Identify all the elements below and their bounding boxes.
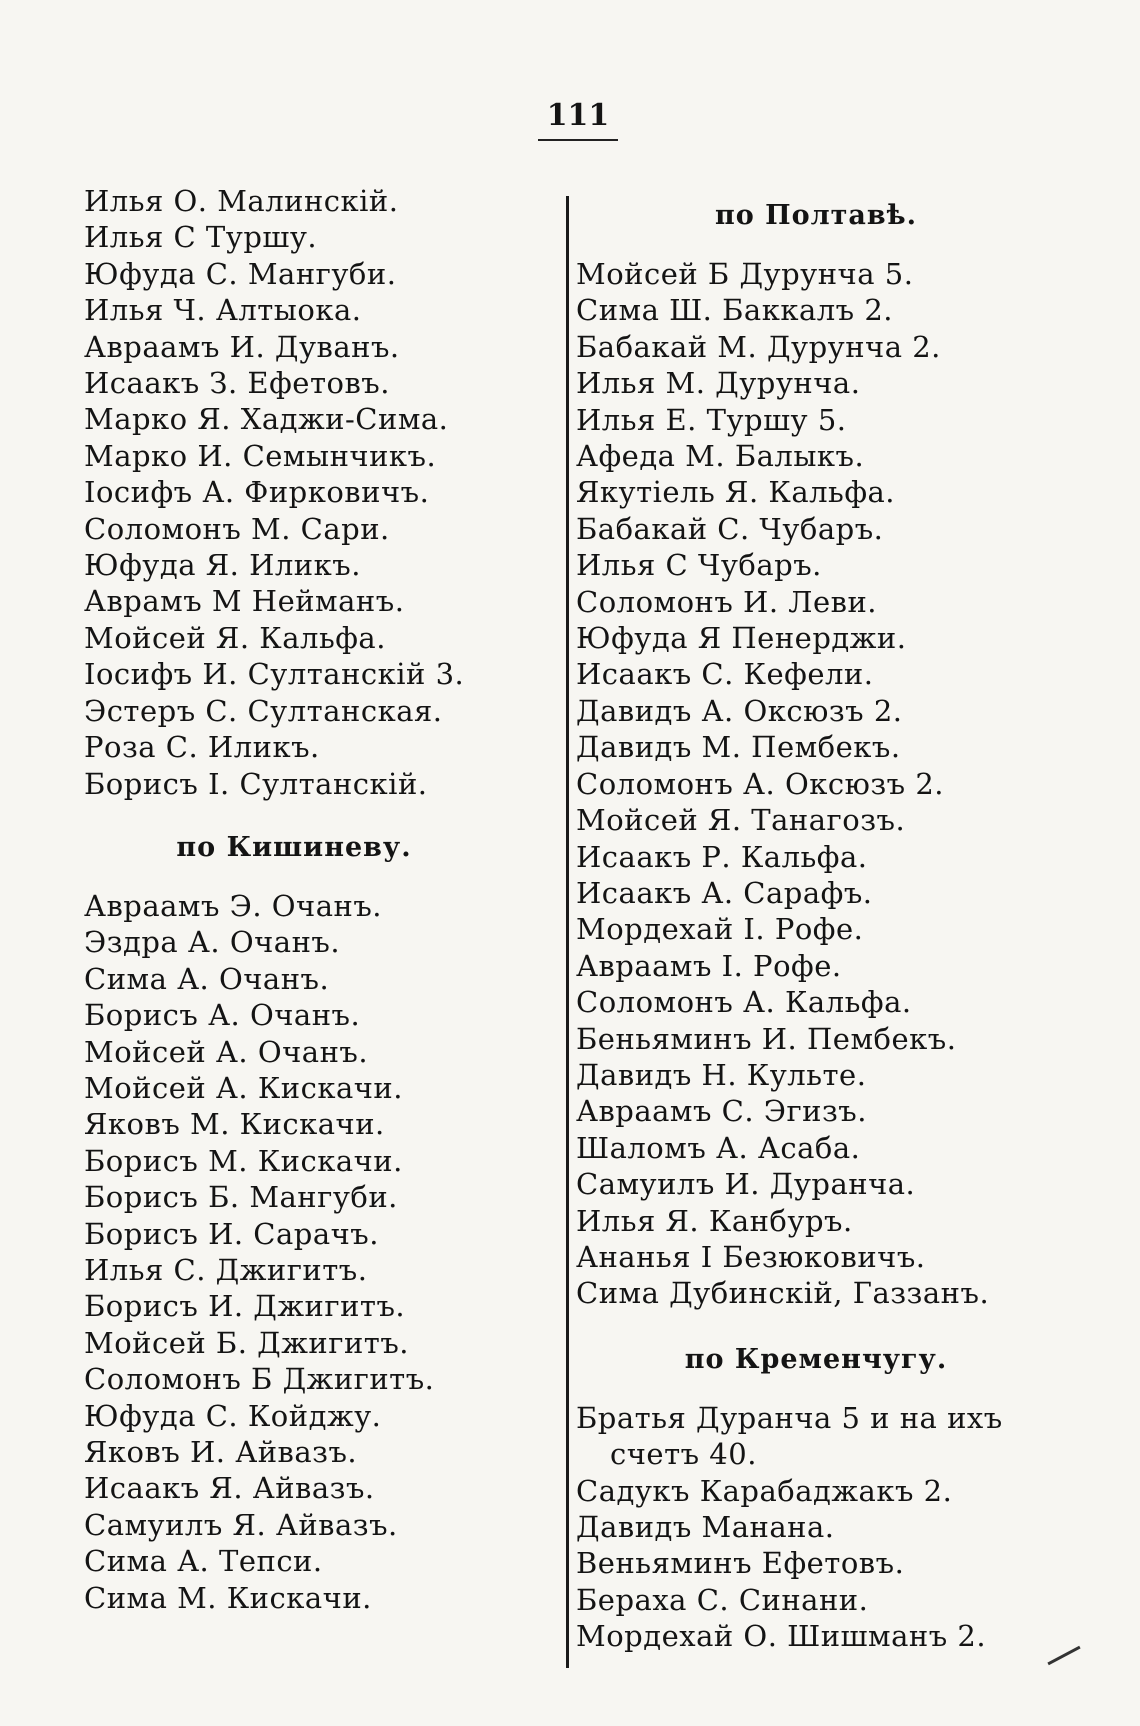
list-item: Афеда М. Балыкъ. [576, 439, 865, 474]
list-item: Бераха С. Синани. [576, 1582, 869, 1617]
list-item: Сима А. Тепси. [84, 1544, 323, 1579]
list-item: Соломонъ М. Сари. [84, 511, 390, 546]
list-item: Бабакай М. Дурунча 2. [576, 329, 941, 364]
list-item: Авраамъ І. Рофе. [576, 948, 842, 983]
list-item: Мордехай О. Шишманъ 2. [576, 1619, 987, 1654]
list-item: Илья Я. Канбуръ. [576, 1203, 853, 1238]
list-item: Бабакай С. Чубаръ. [576, 511, 884, 546]
list-item: Якутіель Я. Кальфа. [576, 475, 896, 510]
list-item: Мордехай І. Рофе. [576, 912, 864, 947]
list-item: Аврамъ М Нейманъ. [84, 584, 405, 619]
list-item: Самуилъ И. Дуранча. [576, 1167, 916, 1202]
section-heading-kremenchug: по Кременчугу. [684, 1343, 948, 1375]
list-item: Авраамъ Э. Очанъ. [84, 888, 383, 923]
list-item: Давидъ М. Пембекъ. [576, 730, 901, 765]
list-item: Илья С Туршу. [84, 220, 318, 255]
list-item: Юфуда Я Пенерджи. [576, 621, 907, 656]
list-item: Іосифъ И. Султанскій 3. [84, 657, 465, 692]
list-item: Илья М. Дурунча. [576, 366, 861, 401]
list-item: Илья С Чубаръ. [576, 548, 822, 583]
page-number: 111 [538, 98, 618, 141]
list-item: Давидъ Манана. [576, 1510, 835, 1544]
list-item: Яковъ И. Айвазъ. [84, 1435, 358, 1469]
list-item: Мойсей Я. Кальфа. [84, 620, 386, 655]
list-item: Исаакъ А. Сарафъ. [576, 875, 873, 910]
list-item: Іосифъ А. Фирковичъ. [84, 475, 430, 510]
list-item: Юфуда С. Койджу. [84, 1398, 382, 1433]
list-item: Яковъ М. Кискачи. [84, 1107, 385, 1142]
list-item: Марко Я. Хаджи-Сима. [84, 402, 449, 437]
list-item: Мойсей Я. Танагозъ. [576, 803, 906, 838]
list-item: Веньяминъ Ефетовъ. [576, 1546, 905, 1581]
list-item: Авраамъ И. Дуванъ. [84, 329, 400, 364]
list-item: Ананья І Безюковичъ. [576, 1239, 926, 1274]
left-column [84, 183, 504, 1616]
list-item: Давидъ Н. Культе. [576, 1057, 867, 1092]
list-item: Шаломъ А. Асаба. [576, 1130, 861, 1165]
section-heading-kishinev: по Кишиневу. [176, 831, 412, 863]
list-item: Соломонъ Б Джигитъ. [84, 1362, 435, 1397]
list-item: Борисъ І. Султанскій. [84, 766, 428, 801]
list-item: Авраамъ С. Эгизъ. [576, 1094, 867, 1129]
list-item: Давидъ А. Оксюзъ 2. [576, 693, 903, 728]
list-item: Илья С. Джигитъ. [84, 1252, 368, 1287]
section-heading-poltava: по Полтавѣ. [714, 200, 918, 231]
list-item: Сима М. Кискачи. [84, 1580, 372, 1615]
list-item: Илья Ч. Алтыока. [84, 293, 362, 328]
list-item: Илья О. Малинскій. [84, 184, 399, 218]
list-item-continuation: счетъ 40. [610, 1437, 757, 1472]
list-item: Мойсей А. Кискачи. [84, 1070, 403, 1105]
list-item: Илья Е. Туршу 5. [576, 402, 847, 437]
list-item: Самуилъ Я. Айвазъ. [84, 1507, 398, 1542]
list-item: Борисъ Б. Мангуби. [84, 1180, 398, 1215]
list-item: Сима А. Очанъ. [84, 961, 330, 996]
list-item: Садукъ Карабаджакъ 2. [576, 1473, 953, 1508]
list-item: Исаакъ Р. Кальфа. [576, 839, 868, 874]
list-item: Соломонъ А. Оксюзъ 2. [576, 766, 944, 801]
list-item: Мойсей А. Очанъ. [84, 1034, 369, 1069]
list-item: Марко И. Семынчикъ. [84, 438, 437, 473]
list-item: Эздра А. Очанъ. [84, 925, 341, 960]
list-item: Сима Ш. Баккалъ 2. [576, 293, 894, 328]
list-item: Исаакъ З. Ефетовъ. [84, 366, 390, 401]
list-item: Мойсей Б. Джигитъ. [84, 1325, 409, 1360]
list-item: Борисъ И. Сарачъ. [84, 1216, 379, 1251]
list-item: Юфуда С. Мангуби. [84, 256, 397, 291]
list-item: Беньяминъ И. Пембекъ. [576, 1021, 957, 1056]
list-item: Исаакъ Я. Айвазъ. [84, 1471, 375, 1506]
list-item: Мойсей Б Дурунча 5. [576, 257, 914, 291]
list-item: Борисъ И. Джигитъ. [84, 1289, 406, 1324]
list-item: Соломонъ И. Леви. [576, 584, 878, 619]
list-item: Роза С. Иликъ. [84, 730, 320, 765]
list-item: Исаакъ С. Кефели. [576, 657, 874, 692]
list-item: Братья Дуранча 5 и на ихъ [576, 1400, 1003, 1435]
list-item: Борисъ А. Очанъ. [84, 998, 361, 1033]
column-divider [566, 196, 569, 1668]
list-item: Юфуда Я. Иликъ. [84, 548, 361, 583]
list-item: Соломонъ А. Кальфа. [576, 985, 912, 1020]
list-item: Сима Дубинскій, Газзанъ. [576, 1276, 990, 1311]
list-item: Борисъ М. Кискачи. [84, 1143, 403, 1178]
list-item: Эстеръ С. Султанская. [84, 693, 443, 728]
right-column [576, 198, 1056, 1655]
